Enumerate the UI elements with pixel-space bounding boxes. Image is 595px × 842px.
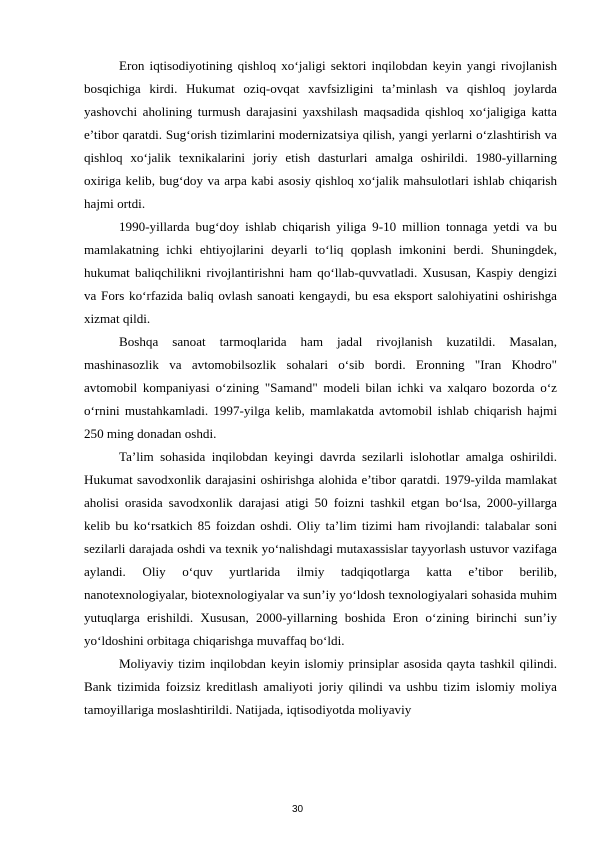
document-body [84,54,557,721]
paragraph-wheat-fishing: 1990-yillarda bug‘doy ishlab chiqarish yiliga 9-10 million tonnaga yetdi va bu mamlakatning ichki ehtiyojlarini deyarli to‘liq qoplash imkonini berdi. Shuningdek, hukumat baliqchilikni rivojlantirishni ham qo‘llab-quvvatladi. Xususan, Kaspiy dengizi va Fors ko‘rfazida baliq ovlash sanoati kengaydi, bu esa eksport salohiyatini oshirishga xizmat qildi. [84,219,557,326]
paragraph-finance: Moliyaviy tizim inqilobdan keyin islomiy prinsiplar asosida qayta tashkil qilindi. Bank tizimida foizsiz kreditlash amaliyoti joriy qilindi va ushbu tizim islomiy moliya tamoyillariga moslashtirildi. Natijada, iqtisodiyotda moliyaviy [84,656,557,717]
page-number: 30 [291,804,304,815]
paragraph-education: Ta’lim sohasida inqilobdan keyingi davrda sezilarli islohotlar amalga oshirildi. Hukumat savodxonlik darajasini oshirishga alohida e’tibor qaratdi. 1979-yilda mamlakat aholisi orasida savodxonlik darajasi atigi 50 foizni tashkil etgan bo‘lsa, 2000-yillarga kelib bu ko‘rsatkich 85 foizdan oshdi. Oliy ta’lim tizimi ham rivojlandi: talabalar soni sezilarli darajada oshdi va texnik yo‘nalishdagi mutaxassislar tayyorlash ustuvor vazifaga aylandi. Oliy o‘quv yurtlarida ilmiy tadqiqotlarga katta e’tibor berilib, nanotexnologiyalar, biotexnologiyalar va sun’iy yo‘ldosh texnologiyalari sohasida muhim yutuqlarga erishildi. Xususan, 2000-yillarning boshida Eron o‘zining birinchi sun’iy yo‘ldoshini orbitaga chiqarishga muvaffaq bo‘ldi. [84,449,557,648]
paragraph-agriculture: Eron iqtisodiyotining qishloq xo‘jaligi sektori inqilobdan keyin yangi rivojlanish bosqichiga kirdi. Hukumat oziq-ovqat xavfsizligini ta’minlash va qishloq joylarda yashovchi aholining turmush darajasini yaxshilash maqsadida qishloq xo‘jaligiga katta e’tibor qaratdi. Sug‘orish tizimlarini modernizatsiya qilish, yangi yerlarni o‘zlashtirish va qishloq xo‘jalik texnikalarini joriy etish dasturlari amalga oshirildi. 1980-yillarning oxiriga kelib, bug‘doy va arpa kabi asosiy qishloq xo‘jalik mahsulotlari ishlab chiqarish hajmi ortdi. [84,58,557,211]
paragraph-industry: Boshqa sanoat tarmoqlarida ham jadal rivojlanish kuzatildi. Masalan, mashinasozlik va avtomobilsozlik sohalari o‘sib bordi. Eronning "Iran Khodro" avtomobil kompaniyasi o‘zining "Samand" modeli bilan ichki va xalqaro bozorda o‘z o‘rnini mustahkamladi. 1997-yilga kelib, mamlakatda avtomobil ishlab chiqarish hajmi 250 ming donadan oshdi. [84,334,557,441]
